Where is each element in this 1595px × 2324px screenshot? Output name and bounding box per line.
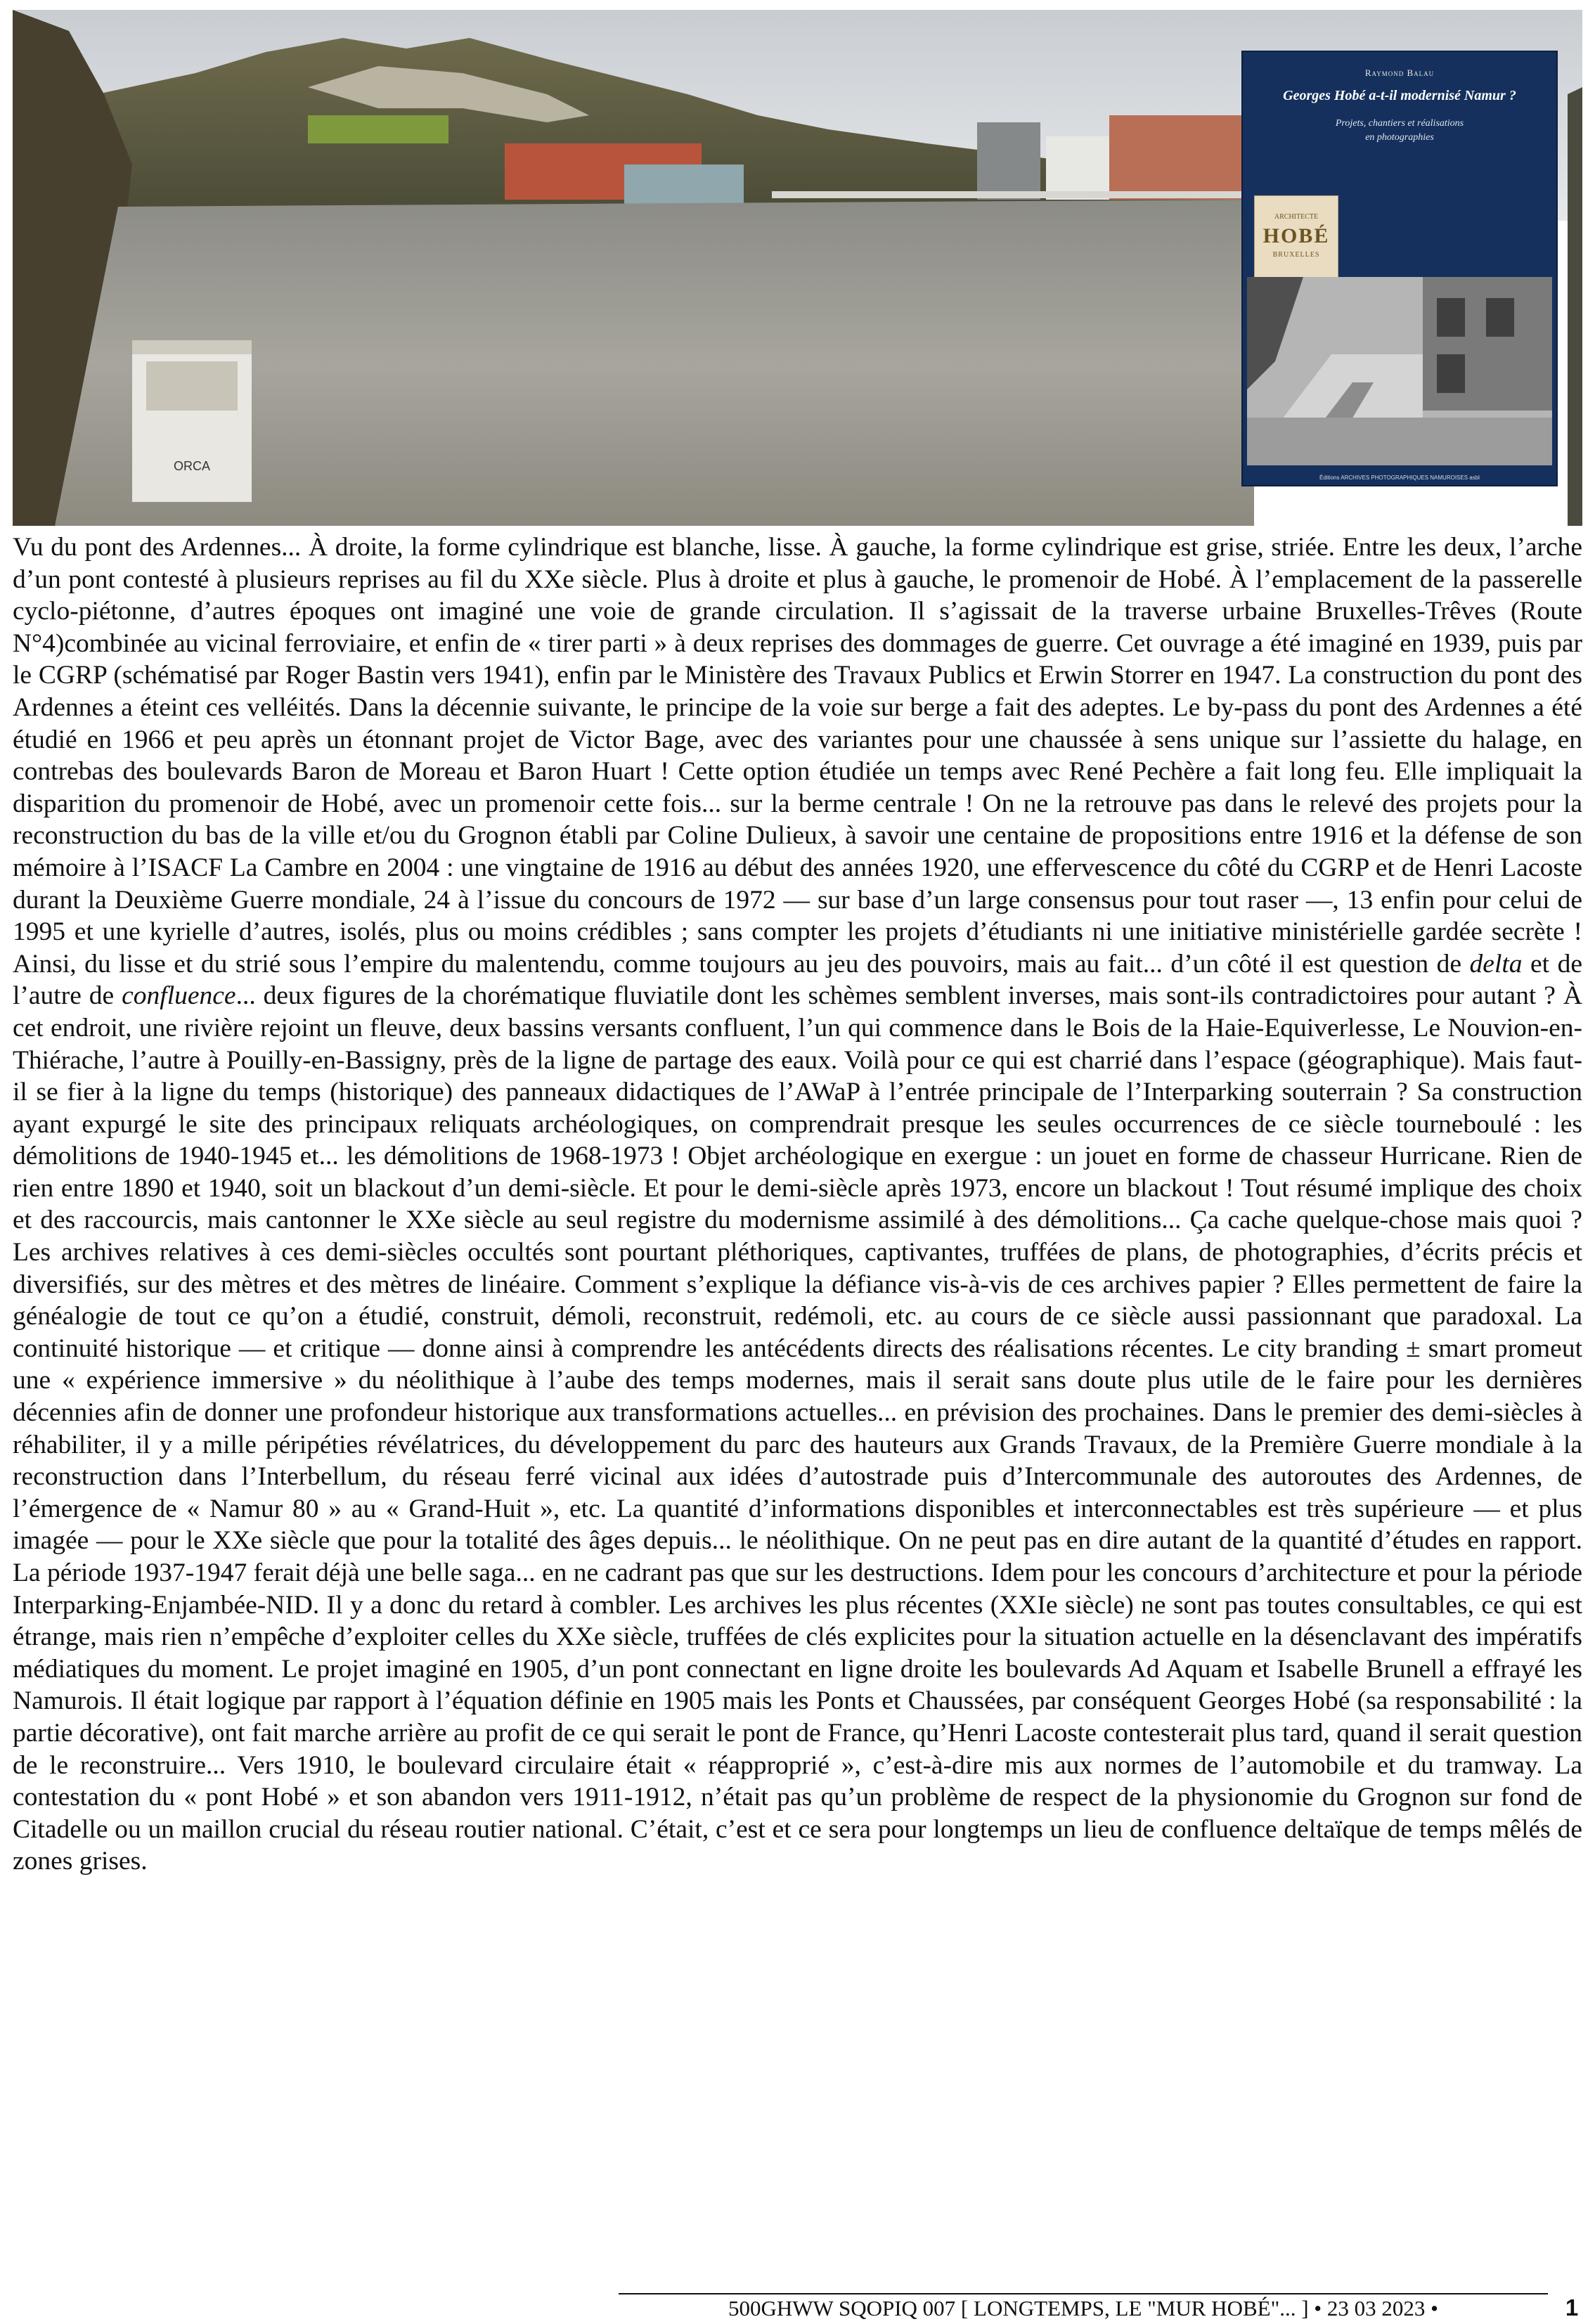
- hobe-logo: [1254, 195, 1338, 281]
- footbridge: [772, 191, 1254, 198]
- footer-rule: [619, 2293, 1548, 2294]
- paragraph-text: Vu du pont des Ardennes... À droite, la forme cylindrique est blanche, lisse. À gauche, la forme cylindrique est grise, striée. Entre les deux, l’arche d’un pont contesté à plusieurs reprises au fil du XXe siècle. Plus à droite et plus à gauche, le promenoir de Hobé. À l’emplacement de la passerelle cyclo-piétonne, d’autres époques ont imaginé une voie de grande circulation. Il s’agissait de la traverse urbaine Bruxelles-Trêves (Route N°4)combinée au vicinal ferroviaire, et enfin de « tirer parti » à deux reprises des dommages de guerre. Cet ouvrage a été imaginé en 1939, puis par le CGRP (schématisé par Roger Bastin vers 1941), enfin par le Ministère des Travaux Publics et Erwin Storrer en 1947. La construction du pont des Ardennes a éteint ces velléités. Dans la décennie suivante, le principe de la voie sur berge a fait des adeptes. Le by-pass du pont des Ardennes a été étudié en 1966 et peu après un étonnant projet de Victor Bage, avec des variantes pour une chaussée à sens unique sur l’assiette du halage, en contrebas des boulevards Baron de Moreau et Baron Huart ! Cette option étudiée un temps avec René Pechère a fait long feu. Elle impliquait la disparition du promenoir de Hobé, avec un promenoir cette fois... sur la berme centrale ! On ne la retrouve pas dans le relevé des projets pour la reconstruction du bas de la ville et/ou du Grognon établi par Coline Dulieux, à savoir une centaine de propositions entre 1916 et la défense de son mémoire à l’ISACF La Cambre en 2004 : une vingtaine de 1916 au début des années 1920, une effervescence du côté du CGRP et de Henri Lacoste durant la Deuxième Guerre mondiale, 24 à l’issue du concours de 1972 — sur base d’un large consensus pour tout raser —, 13 enfin pour celui de 1995 et une kyrielle d’autres, isolés, plus ou moins crédibles ; sans compter les projets d’étudiants ni une initiative ministérielle gardée secrète ! Ainsi, du lisse et du strié sous l’empire du malentendu, comme toujours au jeu des pouvoirs, mais au fait... d’un côté il est question de: [13, 533, 1582, 979]
- cover-subtitle: Projets, chantiers et réalisations en photographies: [1335, 118, 1464, 143]
- cover-author: Raymond Balau: [1364, 67, 1435, 78]
- cover-title: Georges Hobé a-t-il modernisé Namur ?: [1283, 88, 1516, 103]
- emphasis-delta: delta: [1469, 949, 1523, 979]
- right-bank: [1568, 87, 1582, 526]
- cover-publisher: Éditions ARCHIVES PHOTOGRAPHIQUES NAMUROISES asbl: [1319, 475, 1480, 481]
- cylinder-white: [1046, 136, 1109, 200]
- book-cover: [1241, 51, 1558, 486]
- logo-top-text: ARCHITECTE: [1274, 213, 1319, 221]
- cover-photo-staircase: [1247, 277, 1552, 465]
- logo-main-text: HOBÉ: [1263, 224, 1330, 247]
- footer-reference: 500GHWW SQOPIQ 007 [ LONGTEMPS, LE "MUR HOBÉ"... ] • 23 03 2023 •: [728, 2296, 1438, 2320]
- emphasis-confluence: confluence: [122, 981, 236, 1011]
- paragraph-text: et de l’autre de: [13, 949, 1582, 1011]
- glass-building: [624, 164, 744, 204]
- article-paragraph: [13, 531, 1582, 1878]
- paragraph-text: ... deux figures de la chorématique fluviatile dont les schèmes semblent inverses, mais sont-ils contradictoires pour autant ? À cet endroit, une rivière rejoint un fleuve, deux bassins versants confluent, l’un qui commence dans le Bois de la Haie-Equiverlesse, Le Nouvion-en-Thiérache, l’autre à Pouilly-en-Bassigny, près de la ligne de partage des eaux. Voilà pour ce qui est charrié dans l’espace (géographique). Mais faut-il se fier à la ligne du temps (historique) des panneaux didactiques de l’AWaP à l’entrée principale de l’Interparking souterrain ? Sa construction ayant expurgé le site des principaux reliquats archéologiques, on comprendrait presque les seules occurrences de ce siècle tourneboulé : les démolitions de 1940-1945 et... les démolitions de 1968-1973 ! Objet archéologique en exergue : un jouet en forme de chasseur Hurricane. Rien de rien entre 1890 et 1940, soit un blackout d’un demi-siècle. Et pour le demi-siècle après 1973, encore un blackout ! Tout résumé implique des choix et des raccourcis, mais cantonner le XXe siècle au seul registre du modernisme assimilé à des démolitions... Ça cache quelque-chose mais quoi ? Les archives relatives à ces demi-siècles occultés sont pourtant pléthoriques, captivantes, truffées de plans, de photographies, d’écrits précis et diversifiés, sur des mètres et des mètres de linéaire. Comment s’explique la défiance vis-à-vis de ces archives papier ? Elles permettent de faire la généalogie de tout ce qu’on a étudié, construit, démoli, reconstruit, redémoli, etc. au cours de ce siècle aussi passionnant que paradoxal. La continuité historique — et critique — donne ainsi à comprendre les antécédents directs des réalisations récentes. Le city branding ± smart promeut une « expérience immersive » du néolithique à l’aube des temps modernes, mais il serait sans doute plus utile de le faire pour les dernières décennies afin de donner une profondeur historique aux transformations actuelles... en prévision des prochaines. Dans le premier des demi-siècles à réhabiliter, il y a mille péripéties révélatrices, du développement du parc des hauteurs aux Grands Travaux, de la Première Guerre mondiale à la reconstruction dans l’Interbellum, du réseau ferré vicinal aux idées d’autostrade puis d’Intercommunale des autoroutes des Ardennes, de l’émergence de « Namur 80 » au « Grand-Huit », etc. La quantité d’informations disponibles et interconnectables est très supérieure — et plus imagée — pour le XXe siècle que pour la totalité des âges depuis... le néolithique. On ne peut pas en dire autant de la quantité d’études en rapport. La période 1937-1947 ferait déjà une belle saga... en ne cadrant pas que sur les destructions. Idem pour les concours d’architecture et pour la période Interparking-Enjambée-NID. Il y a donc du retard à combler. Les archives les plus récentes (XXIe siècle) ne sont pas toutes consultables, ce qui est étrange, mais rien n’empêche d’exploiter celles du XXe siècle, truffées de clés explicites pour la situation actuelle en la désenclavant des impératifs médiatiques du moment. Le projet imaginé en 1905, d’un pont connectant en ligne droite les boulevards Ad Aquam et Isabelle Brunell a effrayé les Namurois. Il était logique par rapport à l’équation définie en 1905 mais les Ponts et Chaussées, par conséquent Georges Hobé (sa responsabilité : la partie décorative), ont fait marche arrière au profit de ce qui serait le pont de France, qu’Henri Lacoste contesterait plus tard, quand il serait question de le reconstruire... Vers 1910, le boulevard circulaire était « réapproprié », c’est-à-dire mis aux normes de l’automobile et du tramway. La contestation du « pont Hobé » et son abandon vers 1911-1912, n’était pas qu’un problème de respect de la physionomie du Grognon sur fond de Citadelle ou un maillon crucial du réseau routier national. C’était, c’est et ce sera pour longtemps un lieu de confluence deltaïque de temps mêlés de zones grises.: [13, 981, 1582, 1876]
- boat: [132, 340, 252, 502]
- boat-name-label: ORCA: [173, 459, 211, 473]
- logo-bottom-text: BRUXELLES: [1272, 251, 1320, 259]
- page-number: 1: [1565, 2294, 1579, 2320]
- citadel-lawn: [308, 115, 448, 143]
- right-buildings: [1109, 115, 1254, 200]
- cylinder-grey: [977, 122, 1040, 200]
